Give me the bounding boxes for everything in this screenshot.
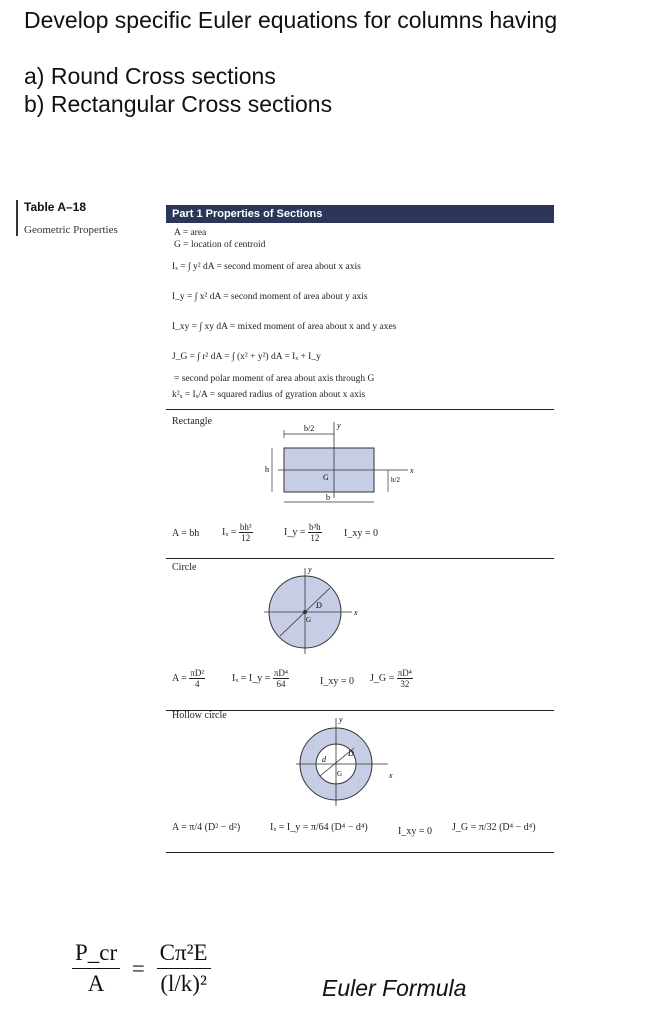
circle-label-d: D <box>316 601 322 610</box>
hollow-label-x: x <box>389 771 393 780</box>
hollow-title: Hollow circle <box>172 710 227 721</box>
prompt-line-1: Develop specific Euler equations for columns having <box>24 7 558 33</box>
hollow-area: A = π/4 (D² − d²) <box>172 822 241 833</box>
circle-ix: Iₓ = I_y = $\frac{\text{πD⁴}}{64}$ <box>232 668 289 689</box>
label-g: G <box>323 473 329 482</box>
def-iy: I_y = ∫ x² dA = second moment of area about y axis <box>172 292 368 302</box>
circle-label-x: x <box>354 608 358 617</box>
euler-formula <box>72 938 211 999</box>
hollow-ix: Iₓ = I_y = π/64 (D⁴ − d⁴) <box>270 822 368 833</box>
circle-title: Circle <box>172 562 197 573</box>
def-ix: Iₓ = ∫ y² dA = second moment of area about x axis <box>172 262 361 272</box>
label-b: b <box>326 493 330 502</box>
rect-ix: Iₓ = $\frac{\text{bh³}}{12}$ <box>222 522 252 543</box>
def-centroid: G = location of centroid <box>174 240 266 250</box>
rule-4 <box>166 852 554 853</box>
table-number: Table A–18 <box>24 200 87 214</box>
rect-area: A = bh <box>172 528 200 539</box>
hollow-jg: J_G = π/32 (D⁴ − d⁴) <box>452 822 536 833</box>
circle-label-g: G <box>306 616 312 624</box>
label-x: x <box>410 466 414 475</box>
label-h: h <box>265 465 269 474</box>
hollow-label-d-outer: D <box>348 749 354 758</box>
def-polar: = second polar moment of area about axis through G <box>174 374 375 384</box>
hollow-label-d-inner: d <box>322 755 326 764</box>
def-jg: J_G = ∫ r² dA = ∫ (x² + y²) dA = Iₓ + I_y <box>172 352 321 362</box>
circle-area: A = $\frac{\text{πD²}}{4}$ <box>172 668 205 689</box>
prompt-line-2: a) Round Cross sections <box>24 63 276 89</box>
rectangle-title: Rectangle <box>172 416 212 427</box>
hollow-label-y: y <box>339 715 343 724</box>
def-area: A = area <box>174 228 207 238</box>
label-h-half: h/2 <box>391 476 400 484</box>
def-ixy: I_xy = ∫ xy dA = mixed moment of area about x and y axes <box>172 322 397 332</box>
hollow-ixy: I_xy = 0 <box>398 826 432 837</box>
table-caption: Geometric Properties <box>24 224 118 236</box>
def-gyration: k²ₓ = Iₓ/A = squared radius of gyration about x axis <box>172 390 366 400</box>
circle-ixy: I_xy = 0 <box>320 676 354 687</box>
euler-equals: = <box>131 955 145 981</box>
euler-rhs: $\frac{\text{Cπ²E}}{\text{(l/k)²}}$ <box>157 938 211 999</box>
euler-label: Euler Formula <box>322 975 467 1001</box>
question-prompt <box>24 6 557 118</box>
rect-iy: I_y = $\frac{\text{b³h}}{12}$ <box>284 522 321 543</box>
label-b-half: b/2 <box>304 424 315 433</box>
label-y: y <box>337 421 341 430</box>
rule-2 <box>166 558 554 559</box>
circle-figure <box>260 562 370 658</box>
hollow-label-g: G <box>337 770 343 778</box>
table-tag <box>16 200 118 236</box>
hollow-circle-figure <box>292 712 402 808</box>
circle-label-y: y <box>308 565 312 574</box>
rule-1 <box>166 409 554 410</box>
euler-lhs: $\frac{P\_cr}{A}$ <box>72 938 120 999</box>
prompt-line-3: b) Rectangular Cross sections <box>24 91 333 117</box>
table-header: Part 1 Properties of Sections <box>166 205 554 223</box>
rect-ixy: I_xy = 0 <box>344 528 378 539</box>
rectangle-figure <box>262 420 422 518</box>
circle-jg: J_G = $\frac{\text{πD⁴}}{32}$ <box>370 668 412 689</box>
